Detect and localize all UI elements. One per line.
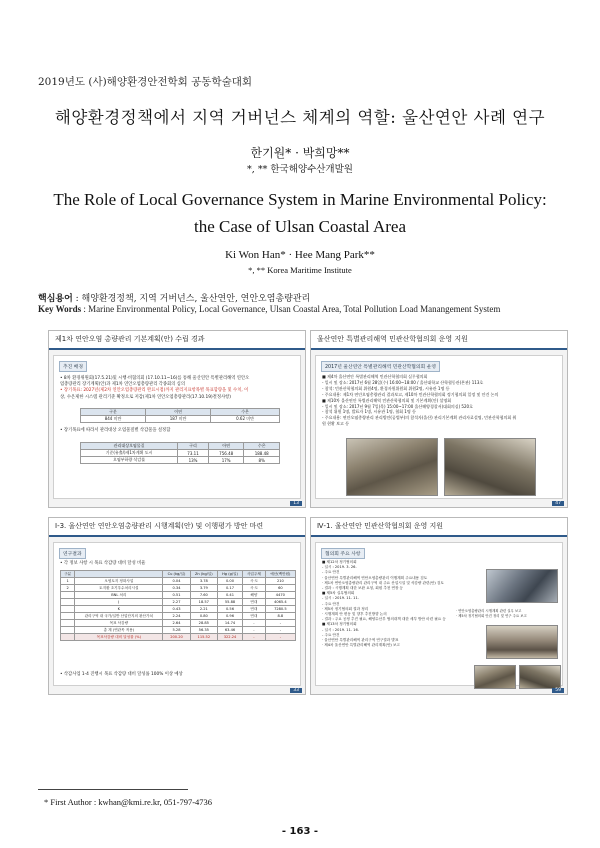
slide-council-support [310,330,568,508]
table-cell: K [75,606,163,613]
page-number: - 163 - [281,826,319,837]
table-cell: - [243,634,266,641]
table-cell: 사업주체 [243,571,266,578]
table-cell: 0.80 [190,613,217,620]
table-cell: 총 계 (연관목 적용) [75,627,163,634]
table-cell: 2 [61,585,75,592]
korean-affiliation: *, ** 한국해양수산개발원 [247,164,353,175]
table-cell: 13% [178,457,209,464]
table-cell: 수온 [211,409,280,416]
table-cell: 210 [265,578,295,585]
target-table [80,408,280,423]
table-cell [61,613,75,620]
table-cell: 0.41 [217,592,242,599]
table-cell: 오염토지 정화사업 [75,578,163,585]
table-cell: 시·도 [243,578,266,585]
table-cell: 18.57 [190,599,217,606]
text-line: · 연안오염총량관리 시행계획 관련 실무 보고 [456,609,522,613]
table-cell: 기준(유출/)제1차계획 도시 [81,450,178,457]
table-cell [61,620,75,627]
slide-heading: Ⅳ-1. 울산연안 민관산학협의회 운영 지원 [311,518,567,537]
meeting-photo [486,569,558,603]
text-line: · 울산연안 특별관리해역 연안오염총량관리 이행계획 주요내용 검토 [322,575,428,580]
text-line: - 일시 및 장소: 2017년 6월 28일(수) 16:00~18:00 / 울산대학교 산학협동관(본관) 113호 [322,379,484,385]
text-line: - 참석 위원 1명, 발표자 1명, 시유관 1명, 협회 1명 등 [322,409,416,415]
text-line: - 결과 : 시행계획 대한 보완 요청, 회원 추천 연장 등 [322,586,404,591]
text-line: · 제5차 정기협의회 결과 정리 [322,606,369,611]
table-cell [61,627,75,634]
footnote-rule [38,789,188,790]
text-line: ■ 제12차 정기협의회 [322,560,357,564]
table-cell: 8.8 [265,613,295,620]
table-cell: 14.74 [217,620,242,627]
section-label: 추진 배경 [59,361,87,372]
keywords-korean-text: : 해양환경정책, 지역 거버넌스, 울산연안, 연안오염총량관리 [72,294,311,304]
table-cell: 0.00 [217,578,242,585]
table-cell: 0.51 [163,592,190,599]
table-cell: 188.48 [244,450,280,457]
table-cell [75,571,163,578]
slide-heading: 울산연안 특별관리해역 민관산학협의회 운영 지원 [311,331,567,350]
text-line: 상, 수온제한 시스템 관리기준 확정으로 저감(제1차 연안오염총량관리(17.10.19)결정사항) [60,394,231,400]
table-cell: 0.62 미만 [211,416,280,423]
slide-page-number: 59 [552,688,564,693]
text-line: • 장기목표: 2027년(제2차 연안오염총량관리 완료시점)까지 관리지표항목별 목표함량을 및 수치, 이 [60,388,249,394]
table-cell: 0.43 [163,606,190,613]
table-cell: 0.04 [163,578,190,585]
table-cell: - [265,620,295,627]
table-cell: 0.96 [217,613,242,620]
table-cell: 관리구역 내 국가/일반 산업단지의 완산가치 [75,613,163,620]
table-cell [61,606,75,613]
table-cell: 목표삭감량 대비 달성률 (%) [75,634,163,641]
table-cell: 아연 [208,443,244,450]
slide-body [53,542,301,686]
korean-title: 해양환경정책에서 지역 거버넌스 체계의 역할: 울산연안 사례 연구 [54,108,546,127]
slide-text [322,374,562,427]
slide-text [322,560,472,648]
slide-footer-text: • 삭감사업 1-4 진행시 목표 삭감량 대비 달성률 100% 이상 예상 [60,672,183,677]
english-title-line2: the Case of Ulsan Coastal Area [194,217,406,236]
text-line: - 결과 : 주요 공정 추진 필요, 해양수산부 협의대책 대한 세부 방안 마련 필요 등 [322,617,446,622]
table-cell: 0.34 [163,585,190,592]
text-line: · 울산연안 특별관리해역 관리구역 연구결과 발표 [322,638,399,643]
table-cell: 55.88 [217,599,242,606]
text-line: ■ 제4차 울산연안 특별관리해역 민관산학협의회 실무협의회 [322,374,428,379]
slide-body [315,542,563,686]
table-cell: 2.24 [163,613,190,620]
slide-body [53,355,301,499]
text-line: ■ 제5차 실무협의회 [322,591,355,596]
table-cell: 2.21 [190,606,217,613]
text-line: · 제4차 울산연안 특별관리해역 관리계획(안) 보고 [322,643,400,648]
table-cell: 연대 [243,613,266,620]
table-cell: - [243,627,266,634]
table-cell: 1 [61,578,75,585]
meeting-photo [519,665,561,689]
table-cell: 2.64 [163,620,190,627]
implementation-table [60,570,296,641]
table-cell [61,592,75,599]
table-cell: BNL 처리 [75,592,163,599]
table-cell: 연대 [243,599,266,606]
text-line: ■ 제13차 정기협의회 [322,622,357,627]
text-line: - 주요 안건 [322,632,340,637]
english-authors: Ki Won Han* · Hee Mang Park** [225,249,375,261]
table-cell [61,634,75,641]
table-cell: - [243,620,266,627]
table-cell: 시·도 [243,585,266,592]
table-cell: 115.52 [190,634,217,641]
keywords-korean [38,291,310,304]
table-cell: 200.20 [163,634,190,641]
slide-heading: 제1차 연안오염 총량관리 기본계획(안) 수립 경과 [49,331,305,350]
keywords-korean-label: 핵심용어 [38,294,73,304]
reduction-table [80,442,280,464]
slide-page-number: 13 [290,501,302,506]
table-cell: 연대 [243,606,266,613]
table-cell: 4470 [265,592,295,599]
table-cell: 예산(백만원) [265,571,295,578]
table-cell: 17% [208,457,244,464]
conference-header: 2019년도 (사)해양환경안전학회 공동학술대회 [38,76,253,88]
english-affiliation: *, ** Korea Maritime Institute [248,265,352,275]
text-line: • 8차 환경위원회(17.5.21)및 시행·비협의회 (17.10.11~16)를 통해 울산연안 특별관리해역 연안오 [60,376,250,381]
slide-text [60,376,300,401]
table-cell: 0.56 [217,606,242,613]
english-title [0,186,600,240]
table-cell: Cu (kg/일) [163,571,190,578]
table-cell: 관리대상오염물질 [81,443,178,450]
text-line: - 일시 : 2019. 11. 11. [322,596,359,601]
text-line: - 주요 안건 [322,601,340,606]
slide-text-2: • 장기목표에 따라서 관리대상 오염물질별 삭감물을 설정함 [60,428,171,433]
slide-pollution-plan [48,330,306,508]
table-cell [61,599,75,606]
text-line: - 일시 : 2019. 3. 26. [322,565,357,570]
table-cell: 8% [244,457,280,464]
table-cell: 5.28 [163,627,190,634]
text-line: - 일시 : 2019. 11. 16. [322,627,359,632]
slide-subhead: • 각 정보 사항 시 목표 삭감량 대비 달성 비율 [60,561,146,566]
table-cell: 3.78 [190,578,217,585]
table-cell: 구분 [61,571,75,578]
section-label: 연구결과 [59,548,86,559]
table-cell: 7.60 [190,592,217,599]
slide-implementation-plan [48,517,306,695]
table-cell: 이연 [146,409,211,416]
slide-body [315,355,563,499]
table-cell: - [265,627,295,634]
table-cell: 756.48 [208,450,244,457]
table-cell: 60 [265,585,295,592]
table-cell: Zn (kg/일) [190,571,217,578]
meeting-photo [444,438,536,496]
table-cell: 구분 [81,409,146,416]
table-cell: 56.35 [190,627,217,634]
table-cell: 7280.5 [265,606,295,613]
table-cell: - [265,634,295,641]
english-title-line1: The Role of Local Governance System in Marine Environmental Policy: [53,190,547,209]
section-label: 2017년 울산연안 특별관리해역 민관산학협의회 운영 [321,361,440,372]
slide-side-text [456,609,561,619]
slide-council-operation [310,517,568,695]
table-cell: 토지환 초기우수처리시설 [75,585,163,592]
text-line: - 주요 안건 [322,570,340,575]
table-cell: 322.24 [217,634,242,641]
meeting-photo [346,438,438,496]
keywords-english-label: Key Words [38,304,82,314]
section-label: 협의회 주요 사항 [321,548,365,559]
meeting-photo [486,625,558,659]
table-cell: 3.79 [190,585,217,592]
table-cell: 구리 [178,443,209,450]
keywords-english [38,304,500,314]
text-line: - 참석: 민관산학협의회 위원4명, 환경자원위원회 위원2명, 시유관 1명 등 [322,385,450,391]
keywords-english-text: : Marine Environmental Policy, Local Governance, Ulsan Coastal Area, Total Pollution Load Manangement System [81,304,501,314]
table-cell: J [75,599,163,606]
slide-heading: Ⅰ-3. 울산연안 연안오염총량관리 시행계획(안) 및 이행평가 방안 마련 [49,518,305,537]
meeting-photo [474,665,516,689]
text-line: - 일시 및 장소: 2017년 9월 7일(목) 15:00~17:00 울산해양경찰서(대회의실) 520호 [322,403,473,409]
table-cell: 73.11 [178,450,209,457]
table-cell: Hg (g/일) [217,571,242,578]
table-cell: 오염부하량 삭감률 [81,457,178,464]
text-line: · 제1차 연안오염총량관리 관리구역 내 주요 산업시설 및 삭감량 관련(안) 검토 [322,580,444,585]
table-cell: 목표 삭감량 [75,620,163,627]
table-cell: 844 미만 [81,416,146,423]
table-cell: 0.17 [217,585,242,592]
text-line: ■ 제10차 울산연안 특별관리해역 민관산학협의회 및 기본계획(안) 설명회 [322,397,452,403]
footnote: * First Author : kwhan@kmi.re.kr, 051-797-4736 [44,797,213,807]
table-cell: 28.85 [190,620,217,627]
text-line: · 시행계획 안 변동 및 향후 추진방향 논의 [322,612,387,617]
slide-page-number: 33 [290,688,302,693]
table-cell: 4065.4 [265,599,295,606]
text-line: - 주요내용: 연안오염총량관리 관리방안(공법부)의 참석자(울산) 관리기본계획 관리자료설명, 민관산학협의회 워 [322,415,517,421]
table-cell: 2.27 [163,599,190,606]
table-cell: 수은 [244,443,280,450]
table-cell: 63.46 [217,627,242,634]
korean-authors: 한기원* · 박희망** [250,146,350,160]
text-line: 염총량관리 장기계획(안)과 제1차 연안오염총량관리 각종회의 심의 [60,382,185,388]
text-line: - 주요내용: 제1차 연안오염총량관리 결과보고, 제10차 민관산학협의회 정기협의회 일정 및 안건 논의 [322,391,499,397]
table-cell: 187 미만 [146,416,211,423]
table-cell: 해양 [243,592,266,599]
text-line: 원 현황 보고 등 [322,421,349,427]
text-line: · 제5차 정기협의회 안건 정리 및 연구 주요 보고 [456,614,527,618]
slide-page-number: 47 [552,501,564,506]
